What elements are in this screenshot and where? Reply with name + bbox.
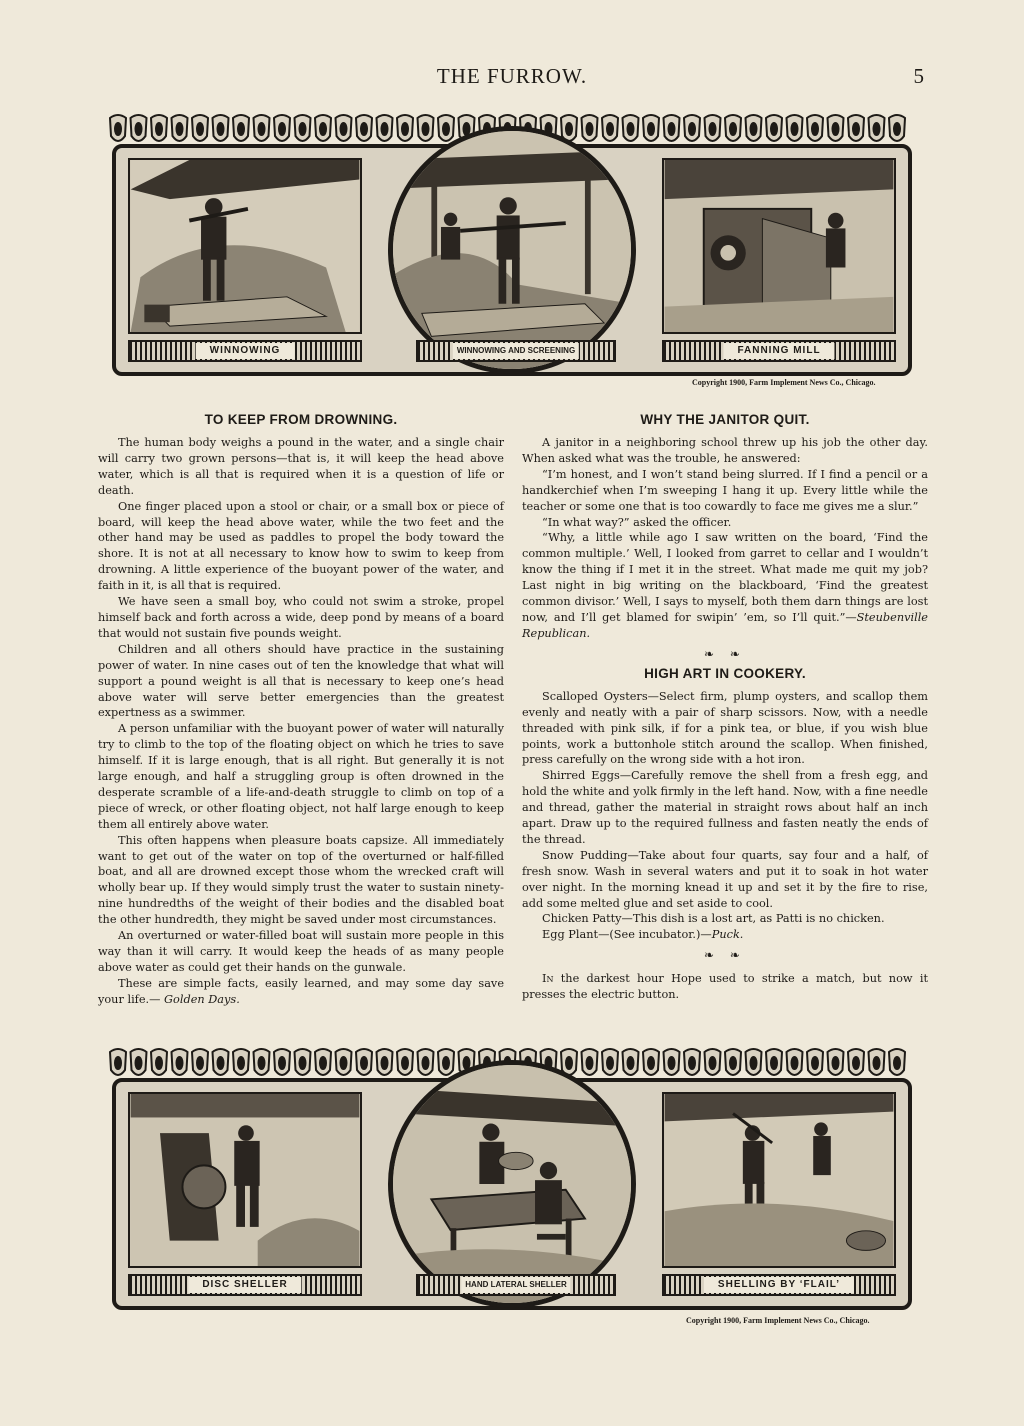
kernel-dent-icon: [792, 123, 798, 135]
page-number: 5: [913, 64, 924, 88]
kernel-dent-icon: [730, 1057, 736, 1069]
right-column: [522, 412, 928, 1003]
copyright-notice-top: Copyright 1900, Farm Implement News Co., Chicago.: [692, 378, 876, 387]
kernel-dent-icon: [300, 123, 306, 135]
kernel-dent-icon: [853, 123, 859, 135]
kernel-dent-icon: [300, 1057, 306, 1069]
paragraph: This often happens when pleasure boats capsize. All immediately want to get out of the water on top of the overturned or half-filled boat, and all are drowned except those whom the wrecked craft will wholly bear up. If they would simply trust the water to sustain ninety-nine hundredths of the weight of their bodies and the disabled boat the other hundredth, they might be saved under most circumstances.: [98, 833, 504, 927]
paragraph-with-source: [522, 530, 928, 641]
illustration-frame: [112, 144, 912, 376]
paragraph-text: These are simple facts, easily learned, and may some day save your life.—: [98, 976, 504, 1006]
kernel-dent-icon: [628, 1057, 634, 1069]
illustration-frame: [112, 1078, 912, 1310]
kernel-dent-icon: [341, 1057, 347, 1069]
running-header: [0, 64, 1024, 94]
kernel-dent-icon: [382, 1057, 388, 1069]
kernel-dent-icon: [710, 1057, 716, 1069]
article-title-janitor: WHY THE JANITOR QUIT.: [640, 412, 810, 427]
ornament-divider: ❧ ❧: [704, 646, 746, 661]
kernel-dent-icon: [689, 123, 695, 135]
caption-shelling-by-flail: SHELLING BY ‘FLAIL’: [704, 1277, 854, 1293]
paragraph-with-source: [522, 927, 928, 943]
paragraph-text: “Why, a little while ago I saw written on the board, ‘Find the common multiple.’ Well, I looked from garret to cellar and I wouldn’t know the thing if I met it in the street. What made me quit my job? Last night in big writing on the blackboard, ‘Find the greatest common divisor.’ Well, I says to myself, both them darn things are lost now, and I’ll get blamed for swipin’ ’em, so I’ll quit.”—: [522, 531, 928, 624]
paragraph: A janitor in a neighboring school threw up his job the other day. When asked what was the trouble, he answered:: [522, 436, 928, 465]
caption-bar-winnowing-and-screening: [416, 340, 616, 362]
paragraph: “I’m honest, and I won’t stand being slurred. If I find a pencil or a handkerchief when I’m sweeping I hang it up. Every little while the teacher or some one that is too cowardly to face me gives me a slur.”: [522, 467, 928, 513]
kernel-dent-icon: [607, 1057, 613, 1069]
kernel-dent-icon: [238, 1057, 244, 1069]
fanning-mill-illustration: [662, 158, 896, 334]
kernel-dent-icon: [874, 123, 880, 135]
paragraph: Shirred Eggs—Carefully remove the shell from a fresh egg, and hold the white and yolk firmly in the left hand. Now, with a fine needle and thread, gather the material in straight rows about half an inch apart. Draw up to the required fullness and fasten neatly the ends of the thread.: [522, 769, 928, 846]
winnowing-and-screening-medallion: [388, 126, 636, 374]
kernel-dent-icon: [587, 123, 593, 135]
paragraph-with-source: [98, 976, 504, 1008]
hand-sheller-scene: [393, 1065, 631, 1303]
source-credit: Steubenville Republican.: [522, 610, 928, 640]
kernel-dent-icon: [423, 123, 429, 135]
kernel-dent-icon: [177, 1057, 183, 1069]
kernel-dent-icon: [751, 123, 757, 135]
paragraph: Children and all others should have practice in the sustaining power of water. In nine cases out of ten the knowledge that what will support a pound weight is all that is necessary to keep one’s head above water will serve better emergencies than the greatest expertness as a swimmer.: [98, 642, 504, 720]
kernel-dent-icon: [382, 123, 388, 135]
kernel-dent-icon: [115, 1057, 121, 1069]
paragraph: A person unfamiliar with the buoyant power of water will naturally try to climb to the top of the floating object on which he tries to save himself. If it is large enough, that is all right. But generally it is not large enough, and half a struggling group is often drowned in the desperate scramble of a life-and-death struggle to climb on top of a piece of wreck, or other floating object, not half large enough to keep them all entirely above water.: [98, 722, 504, 831]
caption-bar-disc-sheller: [128, 1274, 362, 1296]
kernel-dent-icon: [792, 1057, 798, 1069]
article-title-cookery: HIGH ART IN COOKERY.: [644, 665, 806, 681]
hand-lateral-sheller-medallion: [388, 1060, 636, 1308]
kernel-dent-icon: [218, 123, 224, 135]
caption-hand-lateral-sheller: HAND LATERAL SHELLER: [461, 1277, 570, 1293]
kernel-dent-icon: [156, 123, 162, 135]
caption-disc-sheller: DISC SHELLER: [188, 1277, 301, 1293]
kernel-dent-icon: [361, 123, 367, 135]
kernel-dent-icon: [894, 123, 900, 135]
fanning-mill-scene: [664, 160, 894, 332]
article-title-drowning: TO KEEP FROM DROWNING.: [204, 412, 398, 427]
kernel-dent-icon: [238, 123, 244, 135]
kernel-dent-icon: [320, 123, 326, 135]
kernel-dent-icon: [812, 1057, 818, 1069]
caption-winnowing: WINNOWING: [196, 343, 295, 359]
journal-title: THE FURROW.: [436, 64, 588, 88]
caption-winnowing-and-screening: WINNOWING AND SCREENING: [453, 343, 579, 359]
paragraph: Chicken Patty—This dish is a lost art, as Patti is no chicken.: [542, 912, 885, 926]
caption-fanning-mill: FANNING MILL: [723, 343, 834, 359]
kernel-dent-icon: [341, 123, 347, 135]
paragraph: “In what way?” asked the officer.: [542, 515, 732, 529]
kernel-dent-icon: [361, 1057, 367, 1069]
kernel-dent-icon: [566, 123, 572, 135]
flail-scene: [664, 1094, 894, 1266]
paragraph-text: Egg Plant—(See incubator.)—: [542, 928, 712, 942]
kernel-dent-icon: [402, 1057, 408, 1069]
caption-bar-winnowing: [128, 340, 362, 362]
kernel-dent-icon: [648, 123, 654, 135]
kernel-dent-icon: [443, 123, 449, 135]
kernel-dent-icon: [874, 1057, 880, 1069]
kernel-dent-icon: [197, 123, 203, 135]
paragraph: An overturned or water-filled boat will sustain more people in this way than it will carry. It would keep the heads of as many people above water as could get their hands on the gunwale.: [98, 929, 504, 974]
kernel-dent-icon: [197, 1057, 203, 1069]
disc-sheller-scene: [130, 1094, 360, 1266]
kernel-dent-icon: [833, 123, 839, 135]
kernel-dent-icon: [279, 123, 285, 135]
kernel-dent-icon: [669, 1057, 675, 1069]
kernel-dent-icon: [218, 1057, 224, 1069]
kernel-dent-icon: [894, 1057, 900, 1069]
paragraph: One finger placed upon a stool or chair, or a small box or piece of board, will keep the head above water, while the two feet and the other hand may be used as paddles to propel the body toward the shore. It is not at all necessary to know how to swim to keep from drowning. A little experience of the buoyant power of the water, and faith in it, is all that is required.: [98, 499, 504, 593]
disc-sheller-illustration: [128, 1092, 362, 1268]
kernel-dent-icon: [833, 1057, 839, 1069]
shelling-by-flail-illustration: [662, 1092, 896, 1268]
kernel-dent-icon: [669, 123, 675, 135]
kernel-dent-icon: [751, 1057, 757, 1069]
kernel-dent-icon: [259, 123, 265, 135]
caption-bar-shelling-by-flail: [662, 1274, 896, 1296]
paragraph: The human body weighs a pound in the water, and a single chair will carry two grown persons—that is, it will keep the head above water, which is all that is required when it is a question of life or death.: [98, 436, 504, 497]
copyright-notice-bottom: Copyright 1900, Farm Implement News Co., Chicago.: [686, 1316, 870, 1325]
caption-bar-fanning-mill: [662, 340, 896, 362]
kernel-dent-icon: [279, 1057, 285, 1069]
kernel-dent-icon: [177, 123, 183, 135]
kernel-dent-icon: [402, 123, 408, 135]
kernel-dent-icon: [730, 123, 736, 135]
kernel-dent-icon: [853, 1057, 859, 1069]
kernel-dent-icon: [115, 123, 121, 135]
kernel-dent-icon: [136, 123, 142, 135]
ornament-divider: ❧ ❧: [704, 948, 746, 963]
kernel-dent-icon: [136, 1057, 142, 1069]
kernel-dent-icon: [423, 1057, 429, 1069]
winnowing-illustration: [128, 158, 362, 334]
kernel-dent-icon: [628, 123, 634, 135]
kernel-dent-icon: [812, 123, 818, 135]
kernel-dent-icon: [689, 1057, 695, 1069]
kernel-dent-icon: [607, 123, 613, 135]
kernel-dent-icon: [443, 1057, 449, 1069]
bottom-illustration-banner: [108, 1046, 916, 1312]
kernel-dent-icon: [259, 1057, 265, 1069]
closing-text: the darkest hour Hope used to strike a match, but now it presses the electric button.: [522, 972, 928, 1002]
screening-scene: [393, 131, 631, 369]
top-illustration-banner: [108, 112, 916, 378]
left-column: [98, 412, 504, 1008]
paragraph: Scalloped Oysters—Select firm, plump oysters, and scallop them evenly and neatly with a pair of sharp scissors. Now, with a needle threaded with pink silk, if for a pink tea, or blue, if you wish blue points, work a buttonhole stitch around the scallop. When finished, press carefully on the wrong side with a hot iron.: [522, 689, 928, 767]
source-credit: Puck.: [711, 928, 744, 942]
kernel-dent-icon: [156, 1057, 162, 1069]
kernel-dent-icon: [587, 1057, 593, 1069]
winnowing-scene: [130, 160, 360, 332]
kernel-dent-icon: [648, 1057, 654, 1069]
kernel-dent-icon: [566, 1057, 572, 1069]
closing-item: [522, 971, 928, 1003]
kernel-dent-icon: [320, 1057, 326, 1069]
kernel-dent-icon: [710, 123, 716, 135]
kernel-dent-icon: [771, 123, 777, 135]
paragraph: We have seen a small boy, who could not swim a stroke, propel himself back and forth across a wide, deep pond by means of a board that would not sustain five pounds weight.: [98, 595, 504, 640]
closing-lead-word: In: [542, 972, 554, 986]
kernel-dent-icon: [771, 1057, 777, 1069]
source-credit: Golden Days.: [164, 992, 240, 1006]
paragraph: Snow Pudding—Take about four quarts, say four and a half, of fresh snow. Wash in several waters and put it to soak in hot water over night. In the morning knead it up and set it by the fire to rise, add some melted glue and set aside to cool.: [522, 848, 928, 910]
caption-bar-hand-lateral-sheller: [416, 1274, 616, 1296]
